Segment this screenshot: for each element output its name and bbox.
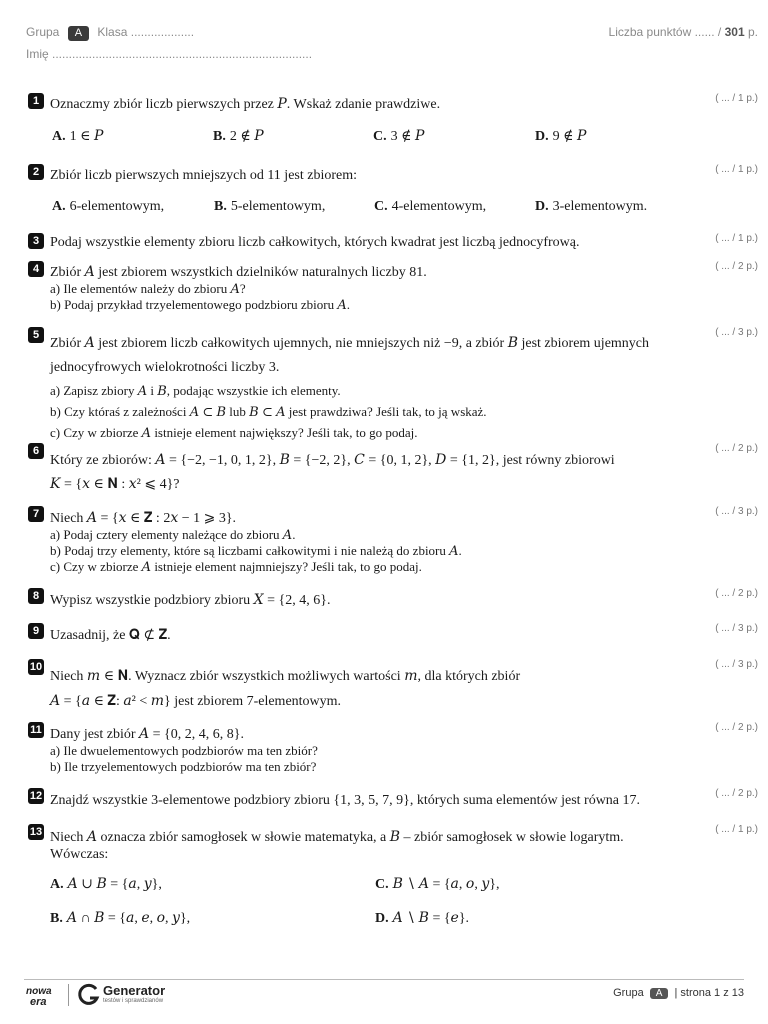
group-badge: A <box>68 26 89 41</box>
option-a[interactable]: A. 6-elementowym, <box>52 199 165 214</box>
task-8 <box>28 588 758 609</box>
option-d[interactable]: D. 9 ∉ 𝑃 <box>535 129 587 144</box>
task-text: Oznaczmy zbiór liczb pierwszych przez 𝑃. Wskaż zdanie prawdziwe. <box>50 97 441 112</box>
option-a[interactable]: A. 𝐴 ∪ 𝐵 = {𝑎, 𝑦}, <box>50 877 162 892</box>
logo-separator <box>68 984 69 1006</box>
task-points: ( ... / 2 p.) <box>715 722 758 733</box>
footer-group-badge: A <box>650 988 669 999</box>
task-number: 4 <box>28 261 44 277</box>
task-points: ( ... / 2 p.) <box>715 788 758 799</box>
task-text-cont: 𝐴 = {𝑎 ∈ 𝐙: 𝑎² < 𝑚} jest zbiorem 7-elementowym. <box>50 694 342 709</box>
task-text: Niech 𝐴 = {𝑥 ∈ 𝐙 : 2𝑥 − 1 ⩾ 3}. <box>50 511 237 526</box>
task-points: ( ... / 1 p.) <box>715 824 758 835</box>
task-text: Uzasadnij, że 𝐐 ⊄ 𝐙. <box>50 628 171 643</box>
subquestion-a: a) Ile dwuelementowych podzbiorów ma ten zbiór? <box>50 743 318 758</box>
points-label: Liczba punktów ...... / <box>608 25 722 39</box>
task-text: Niech 𝐴 oznacza zbiór samogłosek w słowie matematyka, a 𝐵 – zbiór samogłosek w słowie logarytm. <box>50 830 624 845</box>
subquestion-b: b) Podaj przykład trzyelementowego podzbioru zbioru 𝐴. <box>50 297 350 312</box>
group-label: Grupa <box>26 25 60 39</box>
subquestion-a: a) Ile elementów należy do zbioru 𝐴? <box>50 281 246 296</box>
task-points: ( ... / 1 p.) <box>715 164 758 175</box>
subquestion-b: b) Czy któraś z zależności 𝐴 ⊂ 𝐵 lub 𝐵 ⊂ 𝐴 jest prawdziwa? Jeśli tak, to ją wskaż. <box>50 404 487 419</box>
task-points: ( ... / 1 p.) <box>715 233 758 244</box>
task-4 <box>28 261 758 313</box>
task-text: Znajdź wszystkie 3-elementowe podzbiory zbioru {1, 3, 5, 7, 9}, których suma elementów jest równa 17. <box>50 793 641 808</box>
option-b[interactable]: B. 2 ∉ 𝑃 <box>213 129 264 144</box>
points-field <box>609 25 758 39</box>
page-footer-info <box>613 987 744 999</box>
nowa-era-logo-icon <box>25 984 65 1008</box>
option-c[interactable]: C. 𝐵 ∖ 𝐴 = {𝑎, 𝑜, 𝑦}, <box>375 877 500 892</box>
generator-title: Generator <box>103 983 166 998</box>
task-points: ( ... / 1 p.) <box>715 93 758 104</box>
footer-divider <box>24 979 744 980</box>
points-total: 301 <box>724 25 745 39</box>
task-5 <box>28 327 758 443</box>
footer-group-label: Grupa <box>613 987 644 999</box>
option-d[interactable]: D. 𝐴 ∖ 𝐵 = {𝑒}. <box>375 911 470 926</box>
task-6 <box>28 443 758 497</box>
task-text: Zbiór 𝐴 jest zbiorem liczb całkowitych ujemnych, nie mniejszych niż −9, a zbiór 𝐵 jest zbiorem ujemnych <box>50 336 650 351</box>
name-field: Imię .............................................................................. <box>26 47 313 61</box>
task-13 <box>28 824 758 926</box>
option-c[interactable]: C. 3 ∉ 𝑃 <box>373 129 425 144</box>
nowa-era-logo <box>25 984 65 1008</box>
task-text-cont: jednocyfrowych wielokrotności liczby 3. <box>50 360 280 375</box>
task-text: Który ze zbiorów: 𝐴 = {−2, −1, 0, 1, 2}, 𝐵 = {−2, 2}, 𝐶 = {0, 1, 2}, 𝐷 = {1, 2}, jest równy zbiorowi <box>50 453 615 468</box>
task-points: ( ... / 2 p.) <box>715 443 758 454</box>
task-2 <box>28 164 758 214</box>
task-number: 11 <box>28 722 44 738</box>
subquestion-c: c) Czy w zbiorze 𝐴 istnieje element największy? Jeśli tak, to go podaj. <box>50 425 418 440</box>
task-points: ( ... / 3 p.) <box>715 506 758 517</box>
subquestion-b: b) Ile trzyelementowych podzbiorów ma ten zbiór? <box>50 759 317 774</box>
task-number: 13 <box>29 826 43 838</box>
task-text-cont: 𝐾 = {𝑥 ∈ 𝐍 : 𝑥² ⩽ 4}? <box>50 477 180 492</box>
task-points: ( ... / 3 p.) <box>715 327 758 338</box>
task-text: Wypisz wszystkie podzbiory zbioru 𝑋 = {2, 4, 6}. <box>50 593 331 608</box>
task-7 <box>28 506 758 575</box>
task-number: 9 <box>28 623 44 639</box>
option-b[interactable]: B. 𝐴 ∩ 𝐵 = {𝑎, 𝑒, 𝑜, 𝑦}, <box>50 911 191 926</box>
task-points: ( ... / 2 p.) <box>715 588 758 599</box>
task-points: ( ... / 3 p.) <box>715 659 758 670</box>
svg-text:era: era <box>30 996 47 1008</box>
generator-subtitle: testów i sprawdzianów <box>103 998 164 1004</box>
task-number: 6 <box>28 443 44 459</box>
task-text-cont: Wówczas: <box>50 847 109 862</box>
task-11 <box>28 722 758 775</box>
task-number: 2 <box>28 164 44 180</box>
task-points: ( ... / 3 p.) <box>715 623 758 634</box>
task-number: 7 <box>28 506 44 522</box>
task-number: 8 <box>28 588 44 604</box>
class-field: Klasa ................... <box>97 25 195 39</box>
task-number: 10 <box>29 661 43 673</box>
task-text: Zbiór 𝐴 jest zbiorem wszystkich dzielników naturalnych liczby 81. <box>50 265 427 280</box>
task-12 <box>28 788 758 809</box>
task-points: ( ... / 2 p.) <box>715 261 758 272</box>
task-10 <box>28 659 758 714</box>
task-1 <box>28 93 758 144</box>
subquestion-a: a) Zapisz zbiory 𝐴 i 𝐵, podając wszystkie ich elementy. <box>50 383 341 398</box>
option-d[interactable]: D. 3-elementowym. <box>535 199 648 214</box>
group-field <box>26 25 194 41</box>
page-number: | strona 1 z 13 <box>674 987 744 999</box>
points-unit: p. <box>747 25 758 39</box>
option-c[interactable]: C. 4-elementowym, <box>374 199 487 214</box>
generator-g-icon <box>77 983 101 1007</box>
task-number: 5 <box>28 327 44 343</box>
subquestion-a: a) Podaj cztery elementy należące do zbioru 𝐴. <box>50 527 296 542</box>
task-number: 1 <box>28 93 44 109</box>
task-9 <box>28 623 758 644</box>
task-number: 12 <box>29 790 43 802</box>
task-text: Dany jest zbiór 𝐴 = {0, 2, 4, 6, 8}. <box>50 727 244 742</box>
task-text: Zbiór liczb pierwszych mniejszych od 11 jest zbiorem: <box>50 168 358 183</box>
subquestion-c: c) Czy w zbiorze 𝐴 istnieje element najmniejszy? Jeśli tak, to go podaj. <box>50 559 422 574</box>
option-a[interactable]: A. 1 ∈ 𝑃 <box>52 129 104 144</box>
svg-text:nowa: nowa <box>26 986 52 997</box>
task-text: Podaj wszystkie elementy zbioru liczb całkowitych, których kwadrat jest liczbą jednocyfrową. <box>50 235 580 250</box>
task-3 <box>28 233 758 251</box>
task-number: 3 <box>28 233 44 249</box>
option-b[interactable]: B. 5-elementowym, <box>214 199 326 214</box>
subquestion-b: b) Podaj trzy elementy, które są liczbami całkowitymi i nie należą do zbioru 𝐴. <box>50 543 462 558</box>
task-text: Niech 𝑚 ∈ 𝐍. Wyznacz zbiór wszystkich możliwych wartości 𝑚, dla których zbiór <box>50 669 521 684</box>
